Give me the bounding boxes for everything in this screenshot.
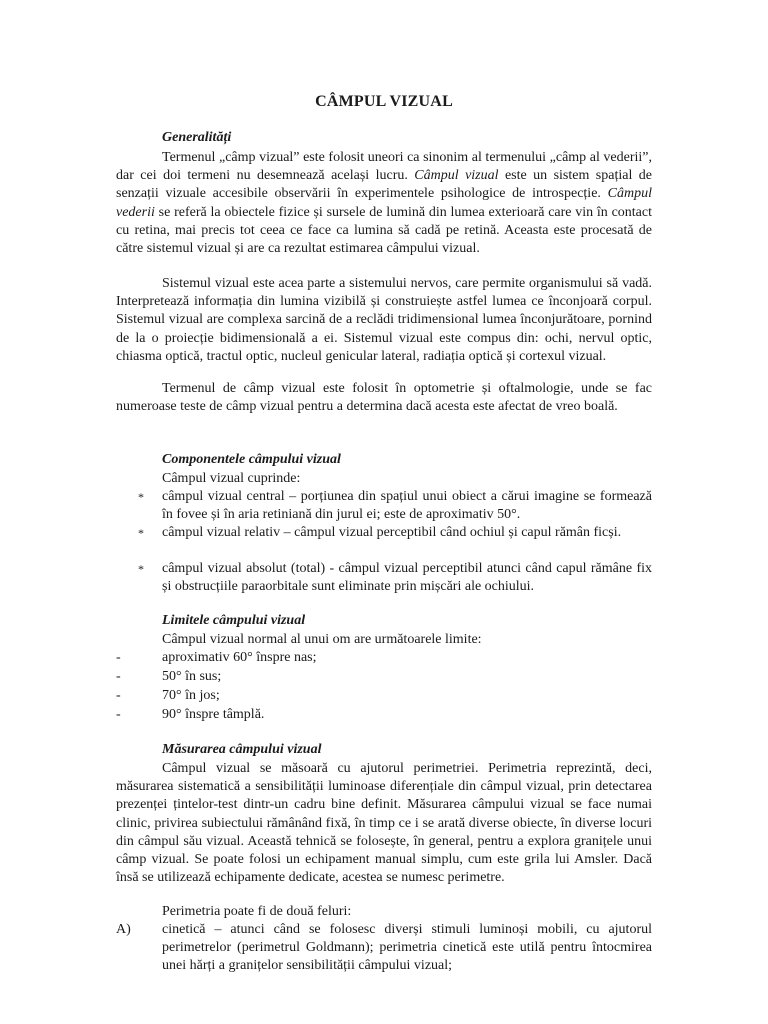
list-item — [116, 706, 652, 724]
list-item — [116, 668, 652, 686]
section-heading-generalitati: Generalități — [162, 130, 232, 145]
section-heading-limite: Limitele câmpului vizual — [162, 613, 306, 628]
paragraph-generalitati-1 — [116, 149, 652, 258]
page-title: CÂMPUL VIZUAL — [315, 93, 453, 110]
dash-icon: - — [116, 688, 121, 703]
section-heading-componente: Componentele câmpului vizual — [162, 452, 341, 467]
list-item-text: 90° înspre tâmplă. — [162, 707, 265, 722]
paragraph-generalitati-2 — [116, 275, 652, 366]
list-item — [116, 687, 652, 705]
text-run-italic: Câmpul vizual — [414, 168, 499, 184]
paragraph-masurare-1 — [116, 760, 652, 887]
limite-intro: Câmpul vizual normal al unui om are următoarele limite: — [162, 632, 482, 647]
masurare-intro: Perimetria poate fi de două feluri: — [162, 904, 352, 919]
bullet-icon: * — [138, 490, 144, 504]
dash-icon: - — [116, 650, 121, 665]
list-item-text: aproximativ 60° înspre nas; — [162, 650, 317, 665]
text-run: Termenul „câmp vizual” este folosit uneori ca sinonim al termenului „câmp al vederii”, dar cei doi termeni nu desemnează același lucru. — [116, 150, 652, 184]
list-item-text: 50° în sus; — [162, 669, 222, 684]
bullet-icon: * — [138, 526, 144, 540]
text-run: Sistemul vizual este acea parte a sistemului nervos, care permite organismului să vadă. Interpretează informația din lumina vizibilă și construiește astfel lumea ce înconjoară corpul. Sistemul vizual are complexa sarcină de a reclădi tridimensional lumea înconjurătoare, pornind de la o proiecție bidimensională a ei. Sistemul vizual este compus din: ochi, nervul optic, chiasma optică, tractul optic, nucleul genicular lateral, radiația optică și cortexul vizual. — [116, 276, 652, 364]
list-item-label: A) — [116, 922, 131, 937]
text-run: este un sistem spațial de senzații vizuale accesibile observării în experimentele psihologice de introspecție. — [116, 168, 652, 202]
text-run: se referă la obiectele fizice și sursele de lumină din lumea exterioară care vin în contact cu retina, mai precis tot ceea ce face ca lumina să cadă pe retină. Aceasta este procesată de către sistemul vizual și are ca rezultat estimarea câmpului vizual. — [116, 204, 652, 257]
bullet-icon: * — [138, 562, 144, 576]
list-item — [116, 921, 652, 976]
list-item — [138, 488, 652, 524]
paragraph-generalitati-3 — [116, 380, 652, 416]
dash-icon: - — [116, 669, 121, 684]
text-run: Termenul de câmp vizual este folosit în optometrie și oftalmologie, unde se fac numeroase teste de câmp vizual pentru a determina dacă acesta este afectat de vreo boală. — [116, 381, 652, 415]
list-item — [116, 649, 652, 667]
list-item-text: câmpul vizual relativ – câmpul vizual perceptibil când ochiul și capul rămân ficși. — [162, 525, 622, 540]
section-heading-masurare: Măsurarea câmpului vizual — [162, 742, 322, 757]
text-run: Câmpul vizual se măsoară cu ajutorul perimetriei. Perimetria reprezintă, deci, măsurarea sistematică a sensibilității luminoase diferențiale din câmpul vizual, prin detectarea prezenței țintelor-test dintr-un cadru bine definit. Măsurarea câmpului vizual se face numai clinic, privirea subiectului rămânând fixă, în timp ce i se arată diverse obiecte, în diverse locuri din câmpul său vizual. Această tehnică se folosește, în general, pentru a explora granițele unui câmp vizual. Se poate folosi un echipament manual simplu, cum este grila lui Amsler. Dacă însă se utilizează echipamente dedicate, acestea se numesc perimetre. — [116, 761, 652, 886]
list-item-text: câmpul vizual central – porțiunea din spațiul unui obiect a cărui imagine se formează în fovee și în aria retiniană din jurul ei; este de aproximativ 50°. — [162, 489, 652, 523]
list-item — [138, 560, 652, 596]
list-item-text: cinetică – atunci când se folosesc diverși stimuli luminoși mobili, cu ajutorul perimetrelor (perimetrul Goldmann); perimetria cinetică este utilă pentru întocmirea unei hărți a granițelor sensibilității câmpului vizual; — [162, 922, 652, 974]
dash-icon: - — [116, 707, 121, 722]
list-item-text: 70° în jos; — [162, 688, 220, 703]
list-item-text: câmpul vizual absolut (total) - câmpul vizual perceptibil atunci când capul rămâne fix și obstrucțiile paraorbitale sunt eliminate prin mișcări ale ochiului. — [162, 561, 652, 595]
componente-intro: Câmpul vizual cuprinde: — [162, 471, 301, 486]
text-run-italic: Câmpul vederii — [116, 186, 652, 220]
list-item — [138, 524, 652, 542]
